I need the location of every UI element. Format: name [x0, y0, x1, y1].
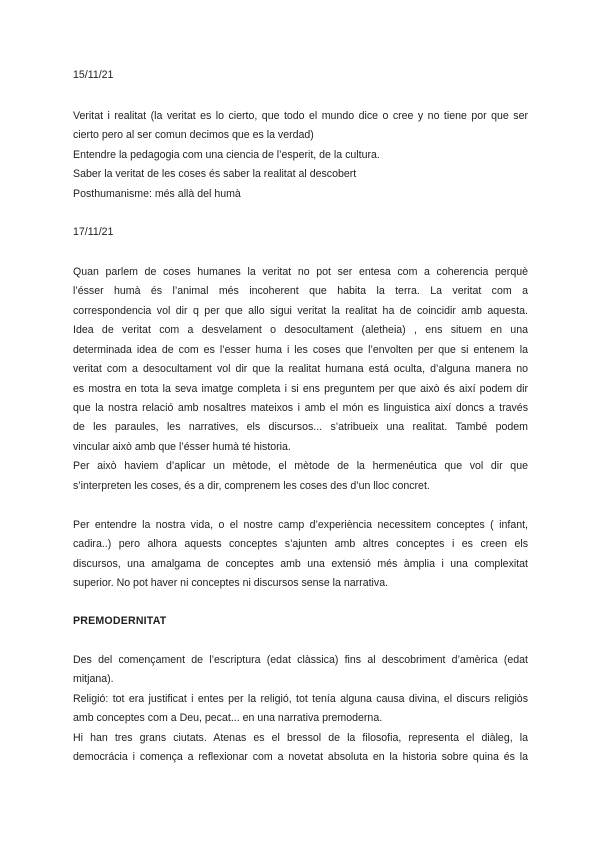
text-line: l’ésser humà és l’animal més incoherent que habita la terra. La veritat com a: [73, 285, 528, 297]
text-line: mitjana).: [73, 673, 114, 685]
text-line: cadira..) pero alhora aquests conceptes s’ajunten amb altres conceptes i es creen els: [73, 538, 528, 550]
text-line: Des del començament de l’escriptura (edat clàssica) fins al descobriment d’amèrica (edat: [73, 654, 528, 666]
text-line: Entendre la pedagogia com una ciencia de l’esperit, de la cultura.: [73, 149, 380, 161]
text-line: Saber la veritat de les coses és saber la realitat al descobert: [73, 168, 357, 180]
text-line: Idea de veritat com a desvelament o desocultament (aletheia) , ens situem en una: [73, 324, 528, 336]
text-line: que la nostra relació amb nosaltres mateixos i amb el món es linguistica així doncs a través: [73, 402, 528, 414]
text-line: Religió: tot era justificat i entes per la religió, tot tenía alguna causa divina, el discurs religiòs: [73, 693, 528, 705]
text-line: de les paraules, les narratives, els discursos... s’atribueix una realitat. També podem: [73, 421, 528, 433]
date-heading-1: 15/11/21: [73, 69, 114, 81]
text-line: superior. No pot haver ni conceptes ni discursos sense la narrativa.: [73, 577, 389, 589]
text-line: Per això haviem d’aplicar un mètode, el mètode de la hermenéutica que vol dir que: [73, 460, 528, 472]
text-line: Hi han tres grans ciutats. Atenas es el bressol de la filosofia, representa el diàleg, la: [73, 732, 528, 744]
text-line: discursos, una amalgama de conceptes amb una extensió més àmplia i una complexitat: [73, 558, 528, 570]
text-line: Per entendre la nostra vida, o el nostre camp d’experiència necessitem conceptes ( infant,: [73, 519, 528, 531]
text-line: correspondencia vol dir q per que allo sigui veritat la realitat ha de coincidir amb aquesta.: [73, 305, 528, 317]
text-line: Veritat i realitat (la veritat es lo cierto, que todo el mundo dice o cree y no tiene por que ser: [73, 110, 528, 122]
text-line: es mostra en tota la seva imatge completa i si ens preguntem per que això és així podem dir: [73, 383, 528, 395]
text-line: democrácia i comença a reflexionar com a novetat absoluta en la historia sobre quina és la: [73, 751, 528, 763]
text-line: Quan parlem de coses humanes la veritat no pot ser entesa com a coherencia perquè: [73, 266, 528, 278]
date-heading-2: 17/11/21: [73, 226, 114, 238]
text-line: s’interpreten les coses, és a dir, comprenem les coses des d’un lloc concret.: [73, 480, 430, 492]
section-heading: PREMODERNITAT: [73, 615, 167, 627]
text-line: Posthumanisme: més allà del humà: [73, 188, 241, 200]
text-line: vincular això amb que l’ésser humà té historia.: [73, 441, 291, 453]
text-line: veritat com a desocultament vol dir que la realitat humana está oculta, d’alguna manera no: [73, 363, 528, 375]
text-line: cierto pero al ser comun decimos que es la verdad): [73, 129, 314, 141]
text-line: determinada idea de com es l’esser huma i les coses que l’envolten per que si entenem la: [73, 344, 528, 356]
text-line: amb conceptes com a Deu, pecat... en una narrativa premoderna.: [73, 712, 383, 724]
